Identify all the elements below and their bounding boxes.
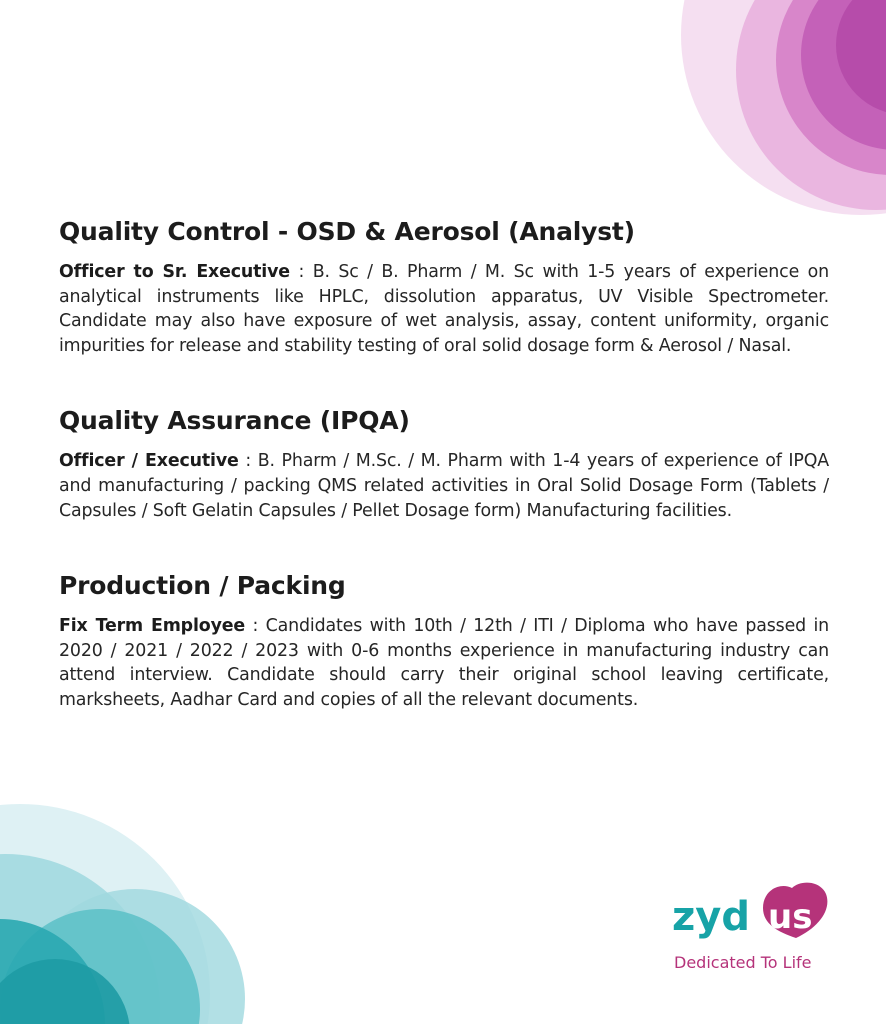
job-listings: [59, 214, 829, 713]
decorative-purple-circles: [646, 0, 886, 220]
job-section-quality-assurance: [59, 403, 829, 523]
job-section-production-packing: [59, 568, 829, 712]
section-title: Quality Control - OSD & Aerosol (Analyst): [59, 217, 635, 246]
zydus-logo: [668, 878, 838, 978]
wordmark-text: zyd: [672, 894, 750, 940]
role-title: Officer / Executive: [59, 451, 239, 472]
role-title: Officer to Sr. Executive: [59, 262, 290, 282]
section-description: [59, 614, 829, 712]
role-separator: :: [245, 616, 266, 637]
logo-tagline: Dedicated To Life: [674, 953, 812, 972]
role-description: Candidates with 10th / 12th / ITI / Diploma who have passed in 2020 / 2021 / 2022 / 2023 with 0-6 months experience in manufacturing industry can attend interview. Candidate should carry their original school leaving certificate, marksheets, Aadhar Card and copies of all the relevant documents.: [59, 616, 830, 710]
zydus-wordmark: [668, 878, 838, 948]
decorative-teal-circles: [0, 784, 250, 1024]
section-description: [59, 260, 829, 358]
role-description: B. Pharm / M.Sc. / M. Pharm with 1-4 years of experience of IPQA and manufacturing / packing QMS related activities in Oral Solid Dosage Form (Tablets / Capsules / Soft Gelatin Capsules / Pellet Dosage form) Manufacturing facilities.: [59, 451, 830, 521]
section-title: Quality Assurance (IPQA): [59, 406, 410, 436]
section-description: [59, 449, 829, 523]
role-description: B. Sc / B. Pharm / M. Sc with 1-5 years of experience on analytical instruments like HPLC, dissolution apparatus, UV Visible Spectrometer. Candidate may also have exposure of wet analysis, assay, content uniformity, organic impurities for release and stability testing of oral solid dosage form & Aerosol / Nasal.: [59, 262, 829, 356]
role-separator: :: [289, 262, 313, 282]
job-section-quality-control: [59, 214, 829, 358]
role-title: Fix Term Employee: [59, 616, 246, 637]
svg-text:us: us: [768, 897, 813, 937]
role-separator: :: [238, 451, 258, 472]
section-title: Production / Packing: [59, 571, 346, 601]
